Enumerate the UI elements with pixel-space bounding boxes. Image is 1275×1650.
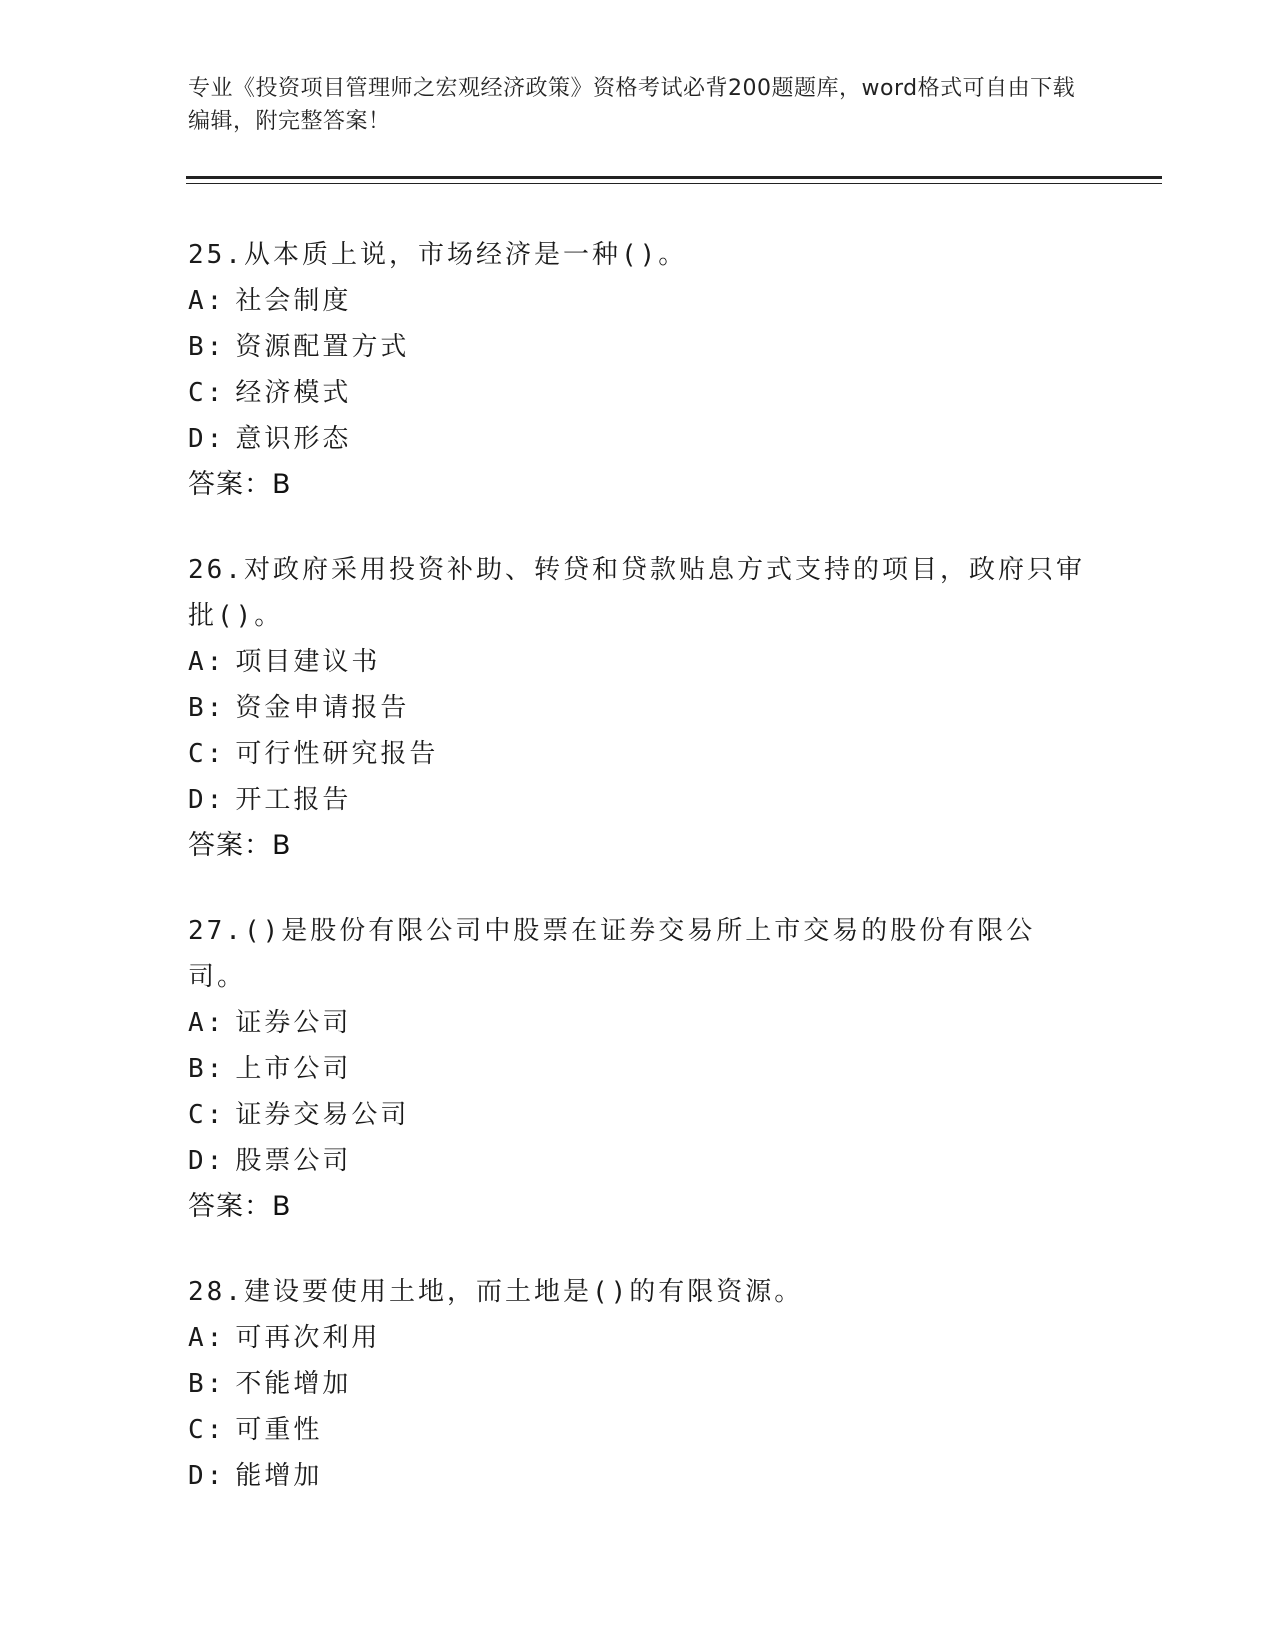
option-letter: A:: [188, 1008, 226, 1038]
option-letter: C:: [188, 739, 226, 769]
option-d: [188, 777, 1088, 823]
option-text: 可重性: [235, 1415, 323, 1445]
option-b: [188, 685, 1088, 731]
option-text: 可行性研究报告: [235, 739, 439, 769]
option-letter: C:: [188, 1100, 226, 1130]
question-27: [188, 908, 1088, 1230]
header-rule-thick: [186, 176, 1162, 179]
option-letter: B:: [188, 693, 226, 723]
answer-line: 答案：B: [188, 469, 292, 500]
option-text: 股票公司: [235, 1146, 352, 1176]
option-text: 可再次利用: [235, 1323, 381, 1353]
option-letter: D:: [188, 1146, 226, 1176]
question-28: [188, 1269, 1088, 1499]
question-text: 25.从本质上说，市场经济是一种()。: [188, 240, 688, 270]
option-a: [188, 639, 1088, 685]
option-c: [188, 1092, 1088, 1138]
option-d: [188, 1138, 1088, 1184]
option-c: [188, 731, 1088, 777]
option-c: [188, 1407, 1088, 1453]
option-d: [188, 416, 1088, 462]
option-text: 项目建议书: [235, 647, 381, 677]
option-c: [188, 370, 1088, 416]
option-text: 意识形态: [235, 424, 352, 454]
option-letter: B:: [188, 1054, 226, 1084]
option-text: 社会制度: [235, 286, 352, 316]
option-letter: D:: [188, 1461, 226, 1491]
option-b: [188, 1361, 1088, 1407]
question-text: 26.对政府采用投资补助、转贷和贷款贴息方式支持的项目，政府只审批()。: [188, 555, 1085, 631]
answer-line: 答案：B: [188, 1191, 292, 1222]
answer-line: 答案：B: [188, 830, 292, 861]
option-letter: C:: [188, 378, 226, 408]
question-25: [188, 232, 1088, 508]
option-b: [188, 324, 1088, 370]
question-list: [188, 232, 1088, 1538]
option-letter: A:: [188, 647, 226, 677]
option-text: 证券公司: [235, 1008, 352, 1038]
option-letter: C:: [188, 1415, 226, 1445]
option-letter: A:: [188, 1323, 226, 1353]
option-a: [188, 278, 1088, 324]
option-letter: A:: [188, 286, 226, 316]
option-letter: D:: [188, 785, 226, 815]
option-a: [188, 1315, 1088, 1361]
option-text: 资源配置方式: [235, 332, 410, 362]
option-letter: B:: [188, 332, 226, 362]
question-26: [188, 547, 1088, 869]
option-letter: D:: [188, 424, 226, 454]
header-rule-thin: [186, 183, 1162, 184]
option-letter: B:: [188, 1369, 226, 1399]
option-d: [188, 1453, 1088, 1499]
option-text: 不能增加: [235, 1369, 352, 1399]
option-text: 资金申请报告: [235, 693, 410, 723]
option-b: [188, 1046, 1088, 1092]
option-text: 上市公司: [235, 1054, 352, 1084]
option-text: 开工报告: [235, 785, 352, 815]
option-text: 证券交易公司: [235, 1100, 410, 1130]
question-text: 28.建设要使用土地，而土地是()的有限资源。: [188, 1277, 804, 1307]
option-text: 经济模式: [235, 378, 352, 408]
option-a: [188, 1000, 1088, 1046]
document-intro: 专业《投资项目管理师之宏观经济政策》资格考试必背200题题库，word格式可自由下载编辑，附完整答案！: [188, 76, 1076, 134]
option-text: 能增加: [235, 1461, 323, 1491]
question-text: 27.()是股份有限公司中股票在证券交易所上市交易的股份有限公司。: [188, 916, 1036, 992]
